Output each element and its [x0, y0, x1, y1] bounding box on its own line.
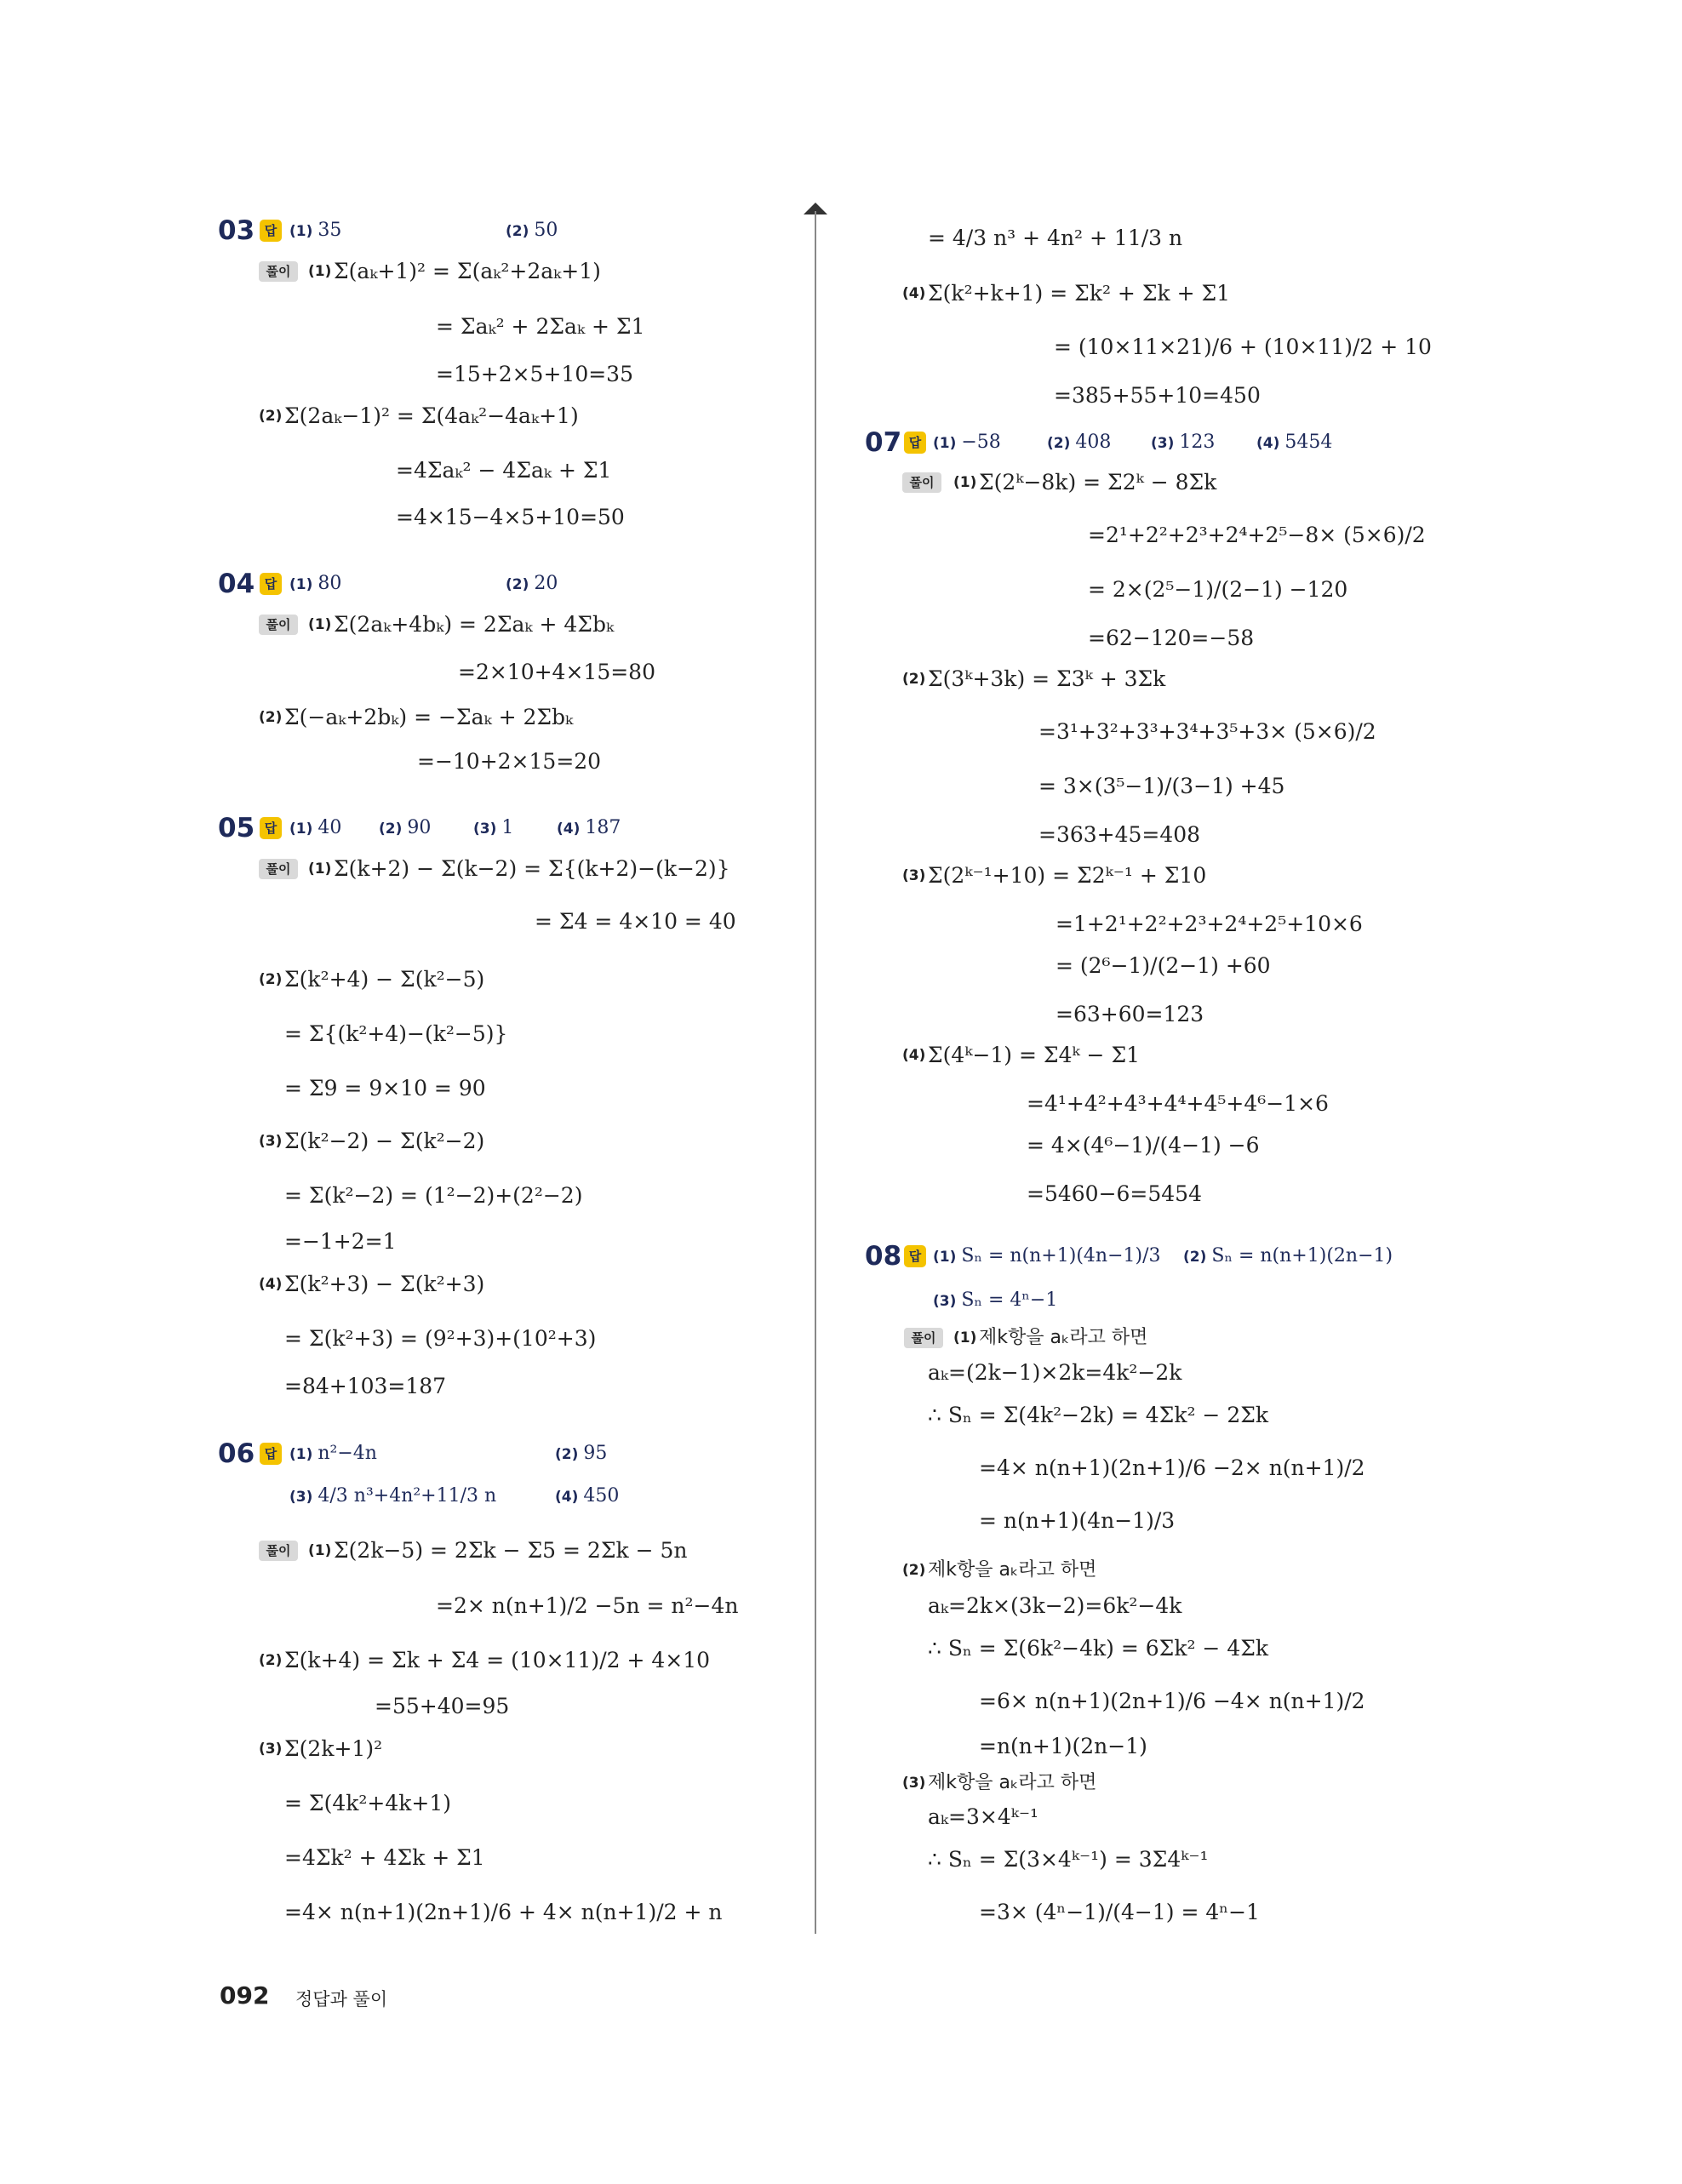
math-line: Σ(k²+4) − Σ(k²−5): [284, 967, 485, 992]
sub-label: (4): [902, 285, 926, 302]
math-line: =3¹+3²+3³+3⁴+3⁵+3× (5×6)/2: [1038, 719, 1376, 744]
answer-item: (3) 4/3 n³+4n²+11/3 n: [289, 1485, 497, 1507]
math-line: = 4×(4⁶−1)/(4−1) −6: [1027, 1133, 1260, 1158]
answer-badge: 답: [260, 1443, 282, 1465]
solution-badge: 풀이: [259, 615, 298, 635]
answer-item: (1) 35: [289, 220, 342, 241]
math-line: =1+2¹+2²+2³+2⁴+2⁵+10×6: [1056, 912, 1363, 936]
math-line: =4×15−4×5+10=50: [396, 505, 625, 529]
answer-badge: 답: [260, 573, 282, 595]
math-line: ∴ Sₙ = Σ(3×4ᵏ⁻¹) = 3Σ4ᵏ⁻¹: [928, 1847, 1209, 1872]
answer-item: (1) n²−4n: [289, 1443, 377, 1464]
sub-label: (1): [308, 1542, 332, 1559]
sub-label: (3): [259, 1133, 283, 1150]
math-line: = Σ{(k²+4)−(k²−5)}: [284, 1021, 508, 1046]
math-line: 제k항을 aₖ라고 하면: [928, 1772, 1097, 1793]
answer-item: (2) 50: [506, 220, 558, 241]
math-line: =84+103=187: [284, 1374, 447, 1398]
sub-label: (2): [902, 1562, 926, 1579]
math-line: = Σ(k²+3) = (9²+3)+(10²+3): [284, 1326, 597, 1351]
sub-label: (2): [259, 709, 283, 726]
math-line: Σ(−aₖ+2bₖ) = −Σaₖ + 2Σbₖ: [284, 705, 574, 729]
math-line: 제k항을 aₖ라고 하면: [979, 1327, 1148, 1348]
sub-label: (1): [308, 616, 332, 633]
math-line: =4Σaₖ² − 4Σaₖ + Σ1: [396, 458, 612, 483]
sub-label: (1): [953, 1329, 977, 1346]
problem-number: 03: [218, 215, 255, 246]
answer-badge: 답: [904, 432, 926, 454]
math-line: =63+60=123: [1056, 1002, 1204, 1026]
math-line: = Σ4 = 4×10 = 40: [535, 909, 736, 934]
solution-badge: 풀이: [259, 859, 298, 879]
math-line: =4× n(n+1)(2n+1)/6 −2× n(n+1)/2: [979, 1455, 1365, 1480]
answer-item: (4) 187: [557, 817, 621, 838]
problem-number: 06: [218, 1438, 255, 1469]
answer-item: (2) 408: [1047, 432, 1112, 453]
math-line: aₖ=(2k−1)×2k=4k²−2k: [928, 1360, 1182, 1385]
math-line: =2¹+2²+2³+2⁴+2⁵−8× (5×6)/2: [1088, 523, 1426, 547]
math-line: ∴ Sₙ = Σ(6k²−4k) = 6Σk² − 4Σk: [928, 1636, 1269, 1661]
math-line: = (2⁶−1)/(2−1) +60: [1056, 953, 1271, 978]
sub-label: (1): [953, 474, 977, 491]
answer-item: (1) 80: [289, 573, 342, 594]
math-line: Σ(k²+3) − Σ(k²+3): [284, 1272, 485, 1296]
sub-label: (2): [259, 408, 283, 425]
answer-item: (2) 95: [555, 1443, 608, 1464]
sub-label: (2): [259, 1652, 283, 1669]
sub-label: (4): [259, 1276, 283, 1293]
problem-number: 04: [218, 569, 255, 599]
sub-label: (3): [902, 867, 926, 884]
math-line: 제k항을 aₖ라고 하면: [928, 1559, 1097, 1581]
math-line: Σ(3ᵏ+3k) = Σ3ᵏ + 3Σk: [928, 666, 1166, 691]
math-line: =5460−6=5454: [1027, 1181, 1202, 1206]
math-line: aₖ=3×4ᵏ⁻¹: [928, 1804, 1039, 1829]
sub-label: (3): [902, 1775, 926, 1792]
math-line: = Σ(k²−2) = (1²−2)+(2²−2): [284, 1183, 583, 1208]
solution-badge: 풀이: [904, 1328, 943, 1348]
solution-badge: 풀이: [259, 261, 298, 282]
math-line: =n(n+1)(2n−1): [979, 1734, 1147, 1758]
math-line: =4¹+4²+4³+4⁴+4⁵+4⁶−1×6: [1027, 1091, 1329, 1116]
solution-badge: 풀이: [259, 1541, 298, 1561]
math-line: Σ(k²+k+1) = Σk² + Σk + Σ1: [928, 281, 1231, 306]
math-line: =−1+2=1: [284, 1229, 397, 1254]
answer-item: (1) 40: [289, 817, 342, 838]
math-line: Σ(2aₖ−1)² = Σ(4aₖ²−4aₖ+1): [284, 403, 579, 428]
math-line: =2× n(n+1)/2 −5n = n²−4n: [436, 1593, 739, 1618]
math-line: Σ(2ᵏ⁻¹+10) = Σ2ᵏ⁻¹ + Σ10: [928, 863, 1207, 888]
sub-label: (1): [308, 860, 332, 878]
math-line: Σ(4ᵏ−1) = Σ4ᵏ − Σ1: [928, 1043, 1141, 1067]
math-line: = 3×(3⁵−1)/(3−1) +45: [1038, 774, 1285, 798]
answer-item: (3) 1: [473, 817, 514, 838]
math-line: =4× n(n+1)(2n+1)/6 + 4× n(n+1)/2 + n: [284, 1900, 723, 1924]
math-line: = Σaₖ² + 2Σaₖ + Σ1: [436, 314, 645, 339]
math-line: =−10+2×15=20: [417, 749, 602, 774]
math-line: Σ(k²−2) − Σ(k²−2): [284, 1129, 485, 1153]
math-line: Σ(k+4) = Σk + Σ4 = (10×11)/2 + 4×10: [284, 1648, 711, 1672]
sub-label: (4): [902, 1047, 926, 1064]
math-line: Σ(aₖ+1)² = Σ(aₖ²+2aₖ+1): [334, 259, 601, 283]
answer-item: (3) Sₙ = 4ⁿ−1: [933, 1289, 1058, 1311]
sub-label: (2): [902, 671, 926, 688]
sub-label: (2): [259, 971, 283, 988]
answer-item: (4) 450: [555, 1485, 620, 1507]
math-line: =3× (4ⁿ−1)/(4−1) = 4ⁿ−1: [979, 1900, 1260, 1924]
sub-label: (3): [259, 1741, 283, 1758]
problem-number: 05: [218, 813, 255, 843]
math-line: ∴ Sₙ = Σ(4k²−2k) = 4Σk² − 2Σk: [928, 1403, 1269, 1427]
problem-number: 08: [865, 1241, 902, 1272]
page-number: 092: [220, 1981, 270, 2010]
answer-item: (2) Sₙ = n(n+1)(2n−1): [1183, 1245, 1393, 1266]
math-line: Σ(2k−5) = 2Σk − Σ5 = 2Σk − 5n: [334, 1538, 688, 1563]
math-line: =6× n(n+1)(2n+1)/6 −4× n(n+1)/2: [979, 1689, 1365, 1713]
math-line: aₖ=2k×(3k−2)=6k²−4k: [928, 1593, 1182, 1618]
math-line: Σ(2aₖ+4bₖ) = 2Σaₖ + 4Σbₖ: [334, 612, 615, 637]
problem-number: 07: [865, 427, 902, 458]
answer-item: (2) 20: [506, 573, 558, 594]
answer-badge: 답: [904, 1245, 926, 1267]
math-line: = Σ(4k²+4k+1): [284, 1791, 452, 1815]
answer-item: (1) −58: [933, 432, 1001, 453]
sub-label: (1): [308, 263, 332, 280]
answer-item: (4) 5454: [1256, 432, 1333, 453]
answer-item: (1) Sₙ = n(n+1)(4n−1)/3: [933, 1245, 1161, 1266]
answer-item: (3) 123: [1151, 432, 1216, 453]
math-line: =4Σk² + 4Σk + Σ1: [284, 1845, 485, 1870]
math-line: = n(n+1)(4n−1)/3: [979, 1508, 1176, 1533]
math-line: = 4/3 n³ + 4n² + 11/3 n: [928, 226, 1183, 250]
math-line: =2×10+4×15=80: [458, 660, 655, 684]
math-line: = 2×(2⁵−1)/(2−1) −120: [1088, 577, 1348, 602]
math-line: = (10×11×21)/6 + (10×11)/2 + 10: [1054, 334, 1432, 359]
math-line: =385+55+10=450: [1054, 383, 1261, 408]
answer-badge: 답: [260, 220, 282, 242]
math-line: Σ(k+2) − Σ(k−2) = Σ{(k+2)−(k−2)}: [334, 856, 730, 881]
answer-item: (2) 90: [379, 817, 432, 838]
math-line: =363+45=408: [1038, 822, 1201, 847]
answer-badge: 답: [260, 817, 282, 839]
math-line: = Σ9 = 9×10 = 90: [284, 1076, 486, 1101]
math-line: Σ(2k+1)²: [284, 1736, 383, 1761]
solution-badge: 풀이: [902, 472, 941, 493]
math-line: Σ(2ᵏ−8k) = Σ2ᵏ − 8Σk: [979, 470, 1217, 495]
math-line: =55+40=95: [375, 1694, 510, 1718]
math-line: =15+2×5+10=35: [436, 362, 633, 386]
column-divider: [815, 211, 816, 1934]
footer-title: 정답과 풀이: [295, 1989, 388, 2010]
math-line: =62−120=−58: [1088, 626, 1255, 650]
